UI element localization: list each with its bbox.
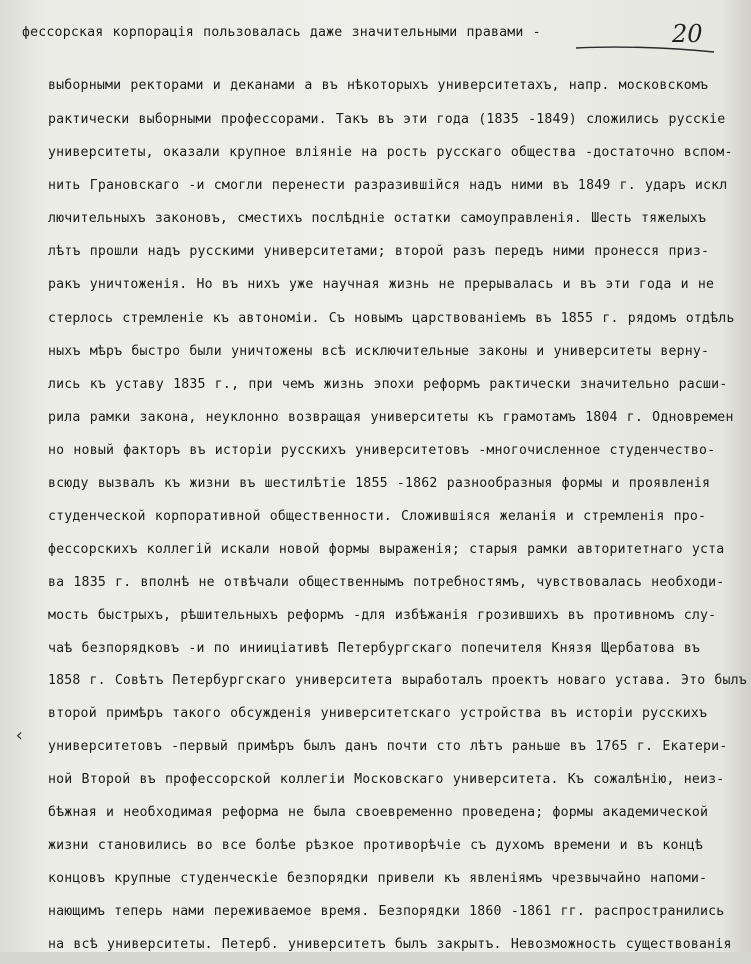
margin-mark: ‹ [14,725,25,746]
text-line: на всѣ университеты. Петерб. университетъ былъ закрытъ. Невозможность существованія [48,937,732,952]
text-line: рила рамки закона, неуклонно возвращая университеты къ грамотамъ 1804 г. Одновремен [48,410,734,425]
text-line: 1858 г. Совѣтъ Петербургскаго университета выработалъ проектъ новаго устава. Это былъ [48,673,747,688]
text-line: жизни становились во все болѣе рѣзкое противорѣчіе съ духомъ времени и въ концѣ [48,838,704,853]
text-line: мость быстрыхъ, рѣшительныхъ реформъ -для избѣжанія грозившихъ въ противномъ слу- [48,608,717,623]
text-line: выборными ректорами и деканами а въ нѣкоторыхъ университетахъ, напр. московскомъ [48,78,709,93]
page-number: 20 [672,20,703,48]
text-line: бѣжная и необходимая реформа не была своевременно проведена; формы академической [48,805,709,820]
text-line: лѣтъ прошли надъ русскими университетами; второй разъ передъ ними пронесся приз- [48,244,710,259]
pen-stroke-mark [574,44,716,60]
text-line: чаѣ безпорядковъ -и по инииціативѣ Петербургскаго попечителя Князя Щербатова въ [48,641,701,656]
text-line: нающимъ теперь нами переживаемое время. Безпорядки 1860 -1861 гг. распространились [48,904,725,919]
text-line: концовъ крупные студенческіе безпорядки привели къ явленіямъ чрезвычайно напоми- [48,871,708,886]
text-line: рактически выборными профессорами. Такъ въ эти года (1835 -1849) сложились русскіе [48,112,726,127]
text-line: ныхъ мѣръ быстро были уничтожены всѣ исключительные законы и университеты верну- [48,344,710,359]
text-line: стерлось стремленіе къ автономіи. Съ новымъ царствованіемъ въ 1855 г. рядомъ отдѣль [48,311,735,326]
text-line: фессорскихъ коллегій искали новой формы выраженія; старыя рамки авторитетнаго уста [48,542,725,557]
text-line: ной Второй въ профессорской коллегіи Московскаго университета. Къ сожалѣнію, неиз- [48,772,725,787]
text-line: лючительныхъ законовъ, сместихъ послѣдніе остатки самоуправленія. Шесть тяжелыхъ [48,211,707,226]
text-line: нить Грановскаго -и смогли перенести разразившійся надъ ними въ 1849 г. ударъ искл [48,178,728,193]
page-bottom-edge [0,952,751,964]
text-line: университетовъ -первый примѣръ былъ данъ почти сто лѣтъ раньше въ 1765 г. Екатери- [48,739,728,754]
text-line: лись къ уставу 1835 г., при чемъ жизнь эпохи реформъ рактически значительно расши- [48,377,728,392]
text-line: ва 1835 г. вполнѣ не отвѣчали общественнымъ потребностямъ, чувствовалась необходи- [48,575,725,590]
text-line: университеты, оказали крупное вліяніе на рость русскаго общества -достаточно вспом- [48,145,733,160]
text-line: второй примѣръ такого обсужденія университетскаго устройства въ исторіи русскихъ [48,706,708,721]
text-line: фессорская корпорація пользовалась даже значительными правами - [22,25,541,40]
text-line: ракъ уничтоженія. Но въ нихъ уже научная жизнь не прерывалась и въ эти года и не [48,277,715,292]
text-line: студенческой корпоративной общественности. Сложившіяся желанія и стремленія про- [48,509,707,524]
text-line: но новый факторъ въ исторіи русскихъ университетовъ -многочисленное студенчество- [48,443,716,458]
text-line: всюду вызвалъ къ жизни въ шестилѣтіе 1855 -1862 разнообразныя формы и проявленія [48,476,711,491]
